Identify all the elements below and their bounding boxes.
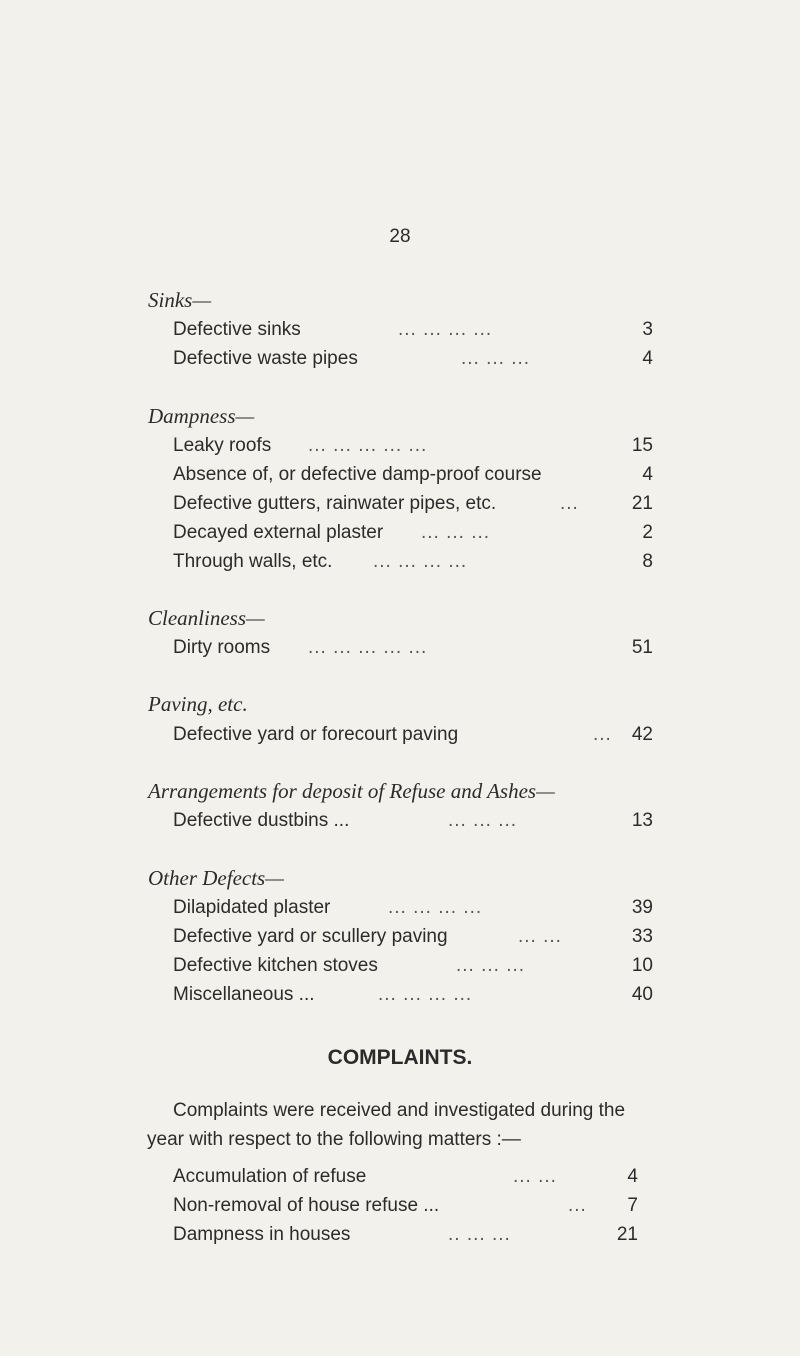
item-value: 21 [616, 1224, 638, 1245]
item-label: Accumulation of refuse [173, 1166, 367, 1187]
dot-leader: ... [593, 724, 612, 745]
dot-leader: ... ... ... [448, 810, 518, 831]
item-value: 8 [642, 551, 653, 572]
complaints-title: COMPLAINTS. [327, 1046, 473, 1069]
item-label: Dampness in houses [173, 1224, 351, 1245]
item-label: Defective waste pipes [173, 348, 358, 369]
item-label: Dilapidated plaster [173, 897, 331, 918]
item-label: Dirty rooms [173, 637, 271, 658]
item-value: 3 [642, 319, 653, 340]
item-value: 4 [642, 348, 653, 369]
dot-leader: ... ... ... [421, 522, 491, 543]
item-label: Non-removal of house refuse ... [173, 1195, 440, 1216]
item-value: 2 [642, 522, 653, 543]
item-value: 7 [627, 1195, 638, 1216]
item-value: 4 [627, 1166, 638, 1187]
item-label: Miscellaneous ... [173, 984, 315, 1005]
dot-leader: ... ... [513, 1166, 557, 1187]
item-value: 33 [631, 926, 653, 947]
item-label: Decayed external plaster [173, 522, 384, 543]
complaints-intro-line2: year with respect to the following matters :— [147, 1129, 521, 1150]
item-value: 39 [631, 897, 653, 918]
item-value: 21 [631, 493, 653, 514]
dot-leader: ... ... [518, 926, 562, 947]
dot-leader: ... ... ... ... ... [308, 435, 428, 456]
item-label: Through walls, etc. [173, 551, 333, 572]
item-label: Defective yard or scullery paving [173, 926, 448, 947]
item-label: Absence of, or defective damp-proof course [173, 464, 542, 485]
item-label: Defective yard or forecourt paving [173, 724, 459, 745]
dot-leader: ... ... ... ... [398, 319, 493, 340]
item-value: 42 [631, 724, 653, 745]
section-heading-sinks: Sinks— [148, 288, 211, 312]
dot-leader: ... [568, 1195, 587, 1216]
dot-leader: ... ... ... [461, 348, 531, 369]
item-value: 10 [631, 955, 653, 976]
item-value: 51 [631, 637, 653, 658]
section-heading-other-defects: Other Defects— [148, 866, 284, 890]
section-heading-paving: Paving, etc. [148, 692, 248, 716]
item-label: Defective sinks [173, 319, 301, 340]
item-value: 40 [631, 984, 653, 1005]
dot-leader: ... ... ... ... [373, 551, 468, 572]
page-number: 28 [389, 226, 411, 247]
item-label: Leaky roofs [173, 435, 272, 456]
dot-leader: .. ... ... [448, 1224, 511, 1245]
dot-leader: ... ... ... ... [388, 897, 483, 918]
section-heading-dampness: Dampness— [148, 404, 255, 428]
item-label: Defective dustbins ... [173, 810, 350, 831]
dot-leader: ... ... ... ... [378, 984, 473, 1005]
section-heading-cleanliness: Cleanliness— [148, 606, 265, 630]
complaints-intro-line1: Complaints were received and investigated during the [173, 1100, 626, 1121]
item-label: Defective gutters, rainwater pipes, etc. [173, 493, 497, 514]
item-value: 13 [631, 810, 653, 831]
dot-leader: ... [560, 493, 579, 514]
item-value: 15 [631, 435, 653, 456]
dot-leader: ... ... ... ... ... [308, 637, 428, 658]
item-label: Defective kitchen stoves [173, 955, 378, 976]
section-heading-arrangements: Arrangements for deposit of Refuse and Ashes— [148, 779, 555, 803]
dot-leader: ... ... ... [456, 955, 526, 976]
item-value: 4 [642, 464, 653, 485]
